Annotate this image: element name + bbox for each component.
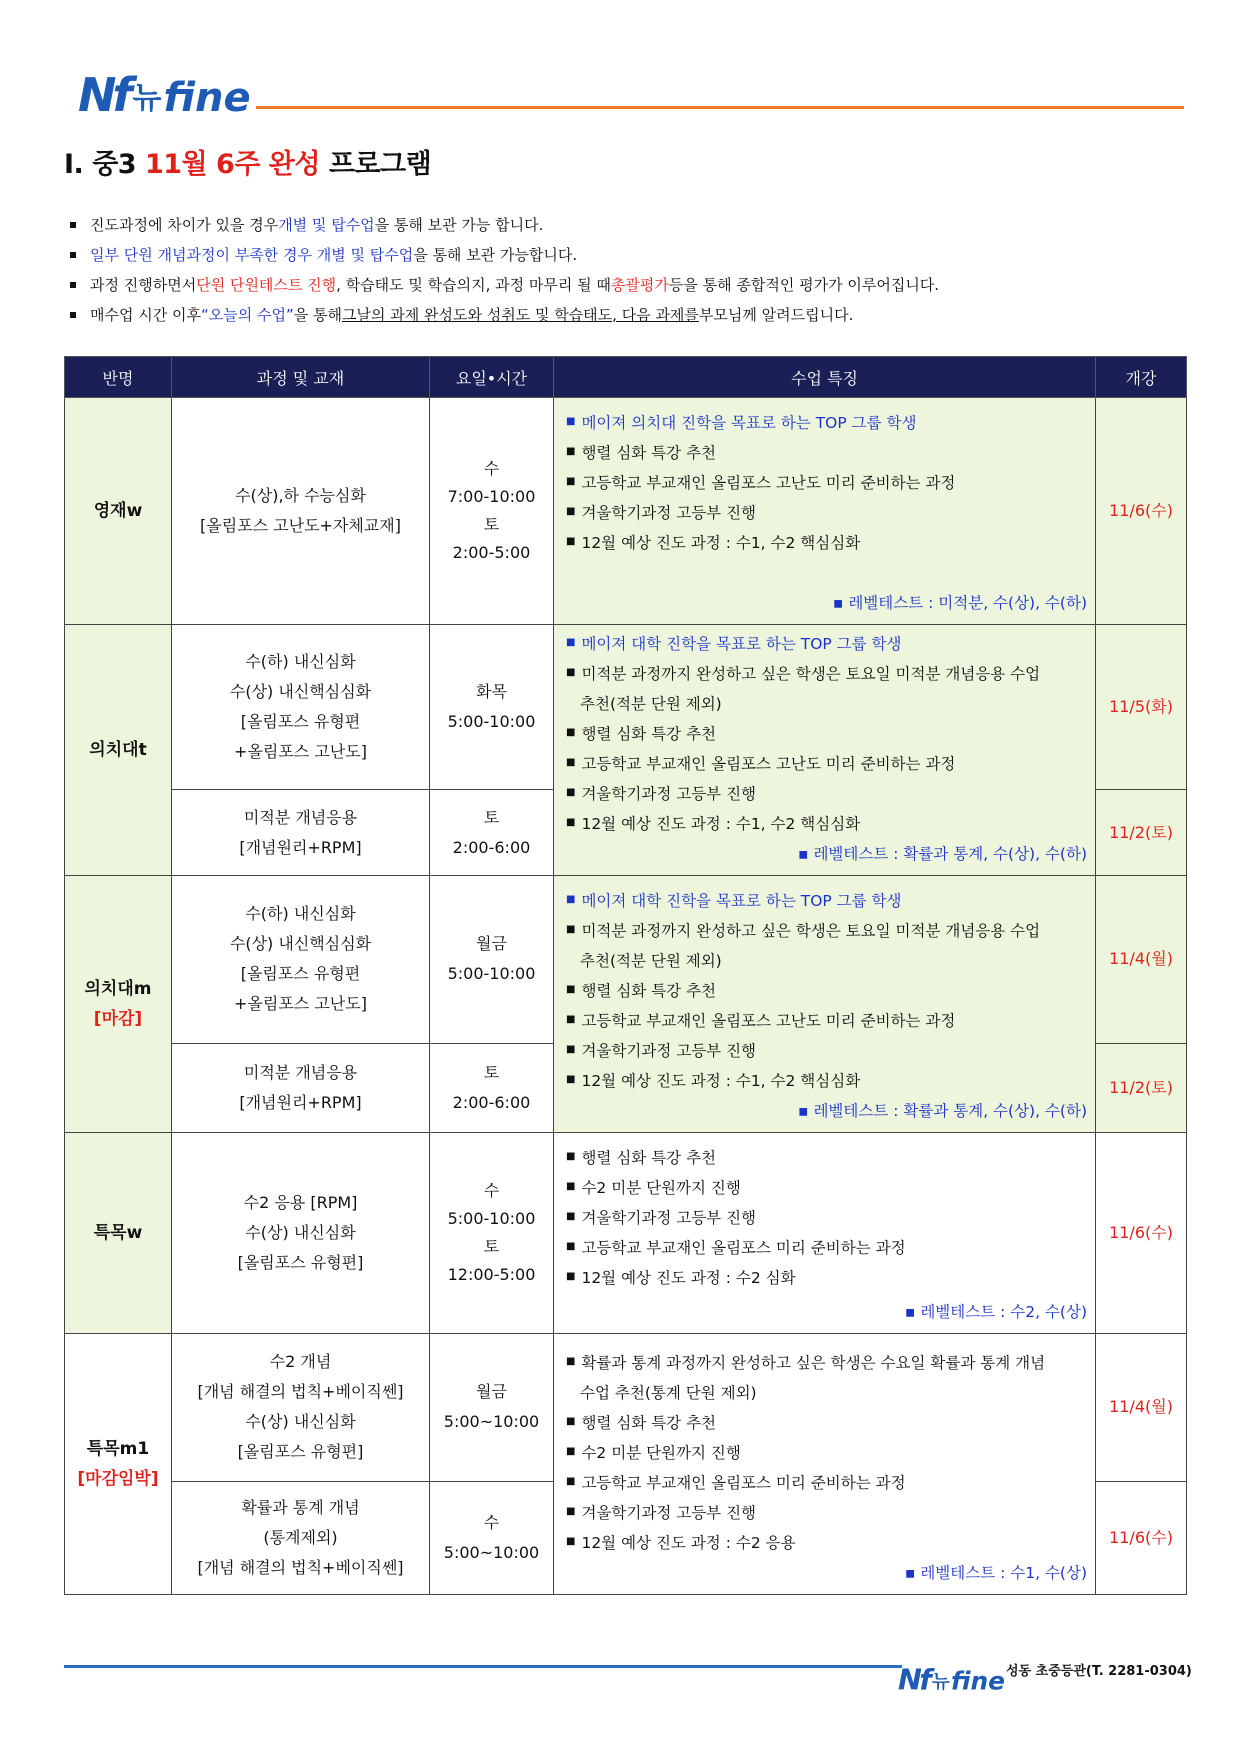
table-row bbox=[65, 398, 1187, 625]
col-header-features: 수업 특징 bbox=[554, 357, 1096, 398]
open-date: 11/2(토) bbox=[1096, 1043, 1187, 1132]
table-row bbox=[65, 1133, 1187, 1334]
open-date: 11/6(수) bbox=[1096, 1133, 1187, 1334]
level-test-note: ▪ 레벨테스트 : 미적분, 수(상), 수(하) bbox=[832, 594, 1087, 612]
feature-item: ■ 행렬 심화 특강 추천 bbox=[566, 1149, 717, 1167]
open-date: 11/2(토) bbox=[1096, 790, 1187, 876]
feature-item: ■ 확률과 통계 과정까지 완성하고 싶은 학생은 수요일 확률과 통계 개념 bbox=[566, 1354, 1046, 1372]
feature-item: ■ 행렬 심화 특강 추천 bbox=[566, 1414, 717, 1432]
course-cell: 수(하) 내신심화 수(상) 내신핵심심화 [올림포스 유형편 +올림포스 고난도] bbox=[172, 876, 430, 1044]
course-cell: 미적분 개념응용 [개념원리+RPM] bbox=[172, 790, 430, 876]
feature-item: ■ 행렬 심화 특강 추천 bbox=[566, 725, 717, 743]
closed-badge: [마감] bbox=[93, 1009, 143, 1029]
footer-logo bbox=[898, 1663, 1006, 1697]
branch-contact: 성동 초중등관(T. 2281-0304) bbox=[1006, 1664, 1192, 1679]
feature-item: ■ 미적분 과정까지 완성하고 싶은 학생은 토요일 미적분 개념응용 수업 bbox=[566, 922, 1041, 940]
table-row bbox=[65, 876, 1187, 1044]
feature-cell: ■ 확률과 통계 과정까지 완성하고 싶은 학생은 수요일 확률과 통계 개념 수업 추천(통계 단원 제외) ■ 행렬 심화 특강 추천 ■ 수2 미분 단원까지 진행 ■ 고등학교 부교재인 올림포스 미리 준비하는 과정 ■ 겨울학기과정 고등부 진행 ■ 12월 예상 진도 과정 : 수2 응용 ▪ 레벨테스트 : 수1, 수(상) bbox=[554, 1334, 1096, 1595]
feature-item: ■ 겨울학기과정 고등부 진행 bbox=[566, 504, 757, 522]
notice-item: 일부 단원 개념과정이 부족한 경우 개별 및 탑수업 을 통해 보관 가능합니다. bbox=[66, 240, 1186, 270]
time-cell: 월금 5:00-10:00 bbox=[430, 876, 554, 1044]
bullet-square-icon bbox=[70, 312, 76, 318]
open-date: 11/4(월) bbox=[1096, 1334, 1187, 1482]
time-cell: 월금 5:00~10:00 bbox=[430, 1334, 554, 1482]
course-cell: 수2 응용 [RPM] 수(상) 내신심화 [올림포스 유형편] bbox=[172, 1133, 430, 1334]
feature-item: ■ 겨울학기과정 고등부 진행 bbox=[566, 1504, 757, 1522]
logo-mark: Nf bbox=[78, 68, 129, 122]
notice-list bbox=[66, 210, 1186, 330]
feature-item: ■ 고등학교 부교재인 올림포스 고난도 미리 준비하는 과정 bbox=[566, 474, 956, 492]
logo-mark: Nf bbox=[898, 1663, 930, 1697]
feature-item: ■ 고등학교 부교재인 올림포스 미리 준비하는 과정 bbox=[566, 1239, 906, 1257]
feature-cell: ■ 메이져 대학 진학을 목표로 하는 TOP 그룹 학생 ■ 미적분 과정까지 완성하고 싶은 학생은 토요일 미적분 개념응용 수업 추천(적분 단원 제외) ■ 행렬 심화 특강 추천 ■ 고등학교 부교재인 올림포스 고난도 미리 준비하는 과정 ■ 겨울학기과정 고등부 진행 ■ 12월 예상 진도 과정 : 수1, 수2 핵심심화 ▪ 레벨테스트 : 확률과 통계, 수(상), 수(하) bbox=[554, 625, 1096, 876]
time-cell: 수 5:00-10:00 토 12:00-5:00 bbox=[430, 1133, 554, 1334]
feature-item: ■ 12월 예상 진도 과정 : 수1, 수2 핵심심화 bbox=[566, 815, 861, 833]
time-cell: 수 7:00-10:00 토 2:00-5:00 bbox=[430, 398, 554, 625]
table-row bbox=[65, 625, 1187, 790]
feature-item: ■ 12월 예상 진도 과정 : 수2 심화 bbox=[566, 1269, 796, 1287]
class-name: 의치대m [마감] bbox=[65, 876, 172, 1133]
class-name: 특목w bbox=[65, 1133, 172, 1334]
header-rule bbox=[256, 106, 1184, 109]
logo-korean: 뉴 bbox=[931, 1671, 950, 1693]
course-cell: 미적분 개념응용 [개념원리+RPM] bbox=[172, 1043, 430, 1132]
bullet-square-icon bbox=[70, 252, 76, 258]
table-row bbox=[65, 1334, 1187, 1482]
feature-item: ■ 12월 예상 진도 과정 : 수2 응용 bbox=[566, 1534, 796, 1552]
course-cell: 수2 개념 [개념 해결의 법칙+베이직쎈] 수(상) 내신심화 [올림포스 유형편] bbox=[172, 1334, 430, 1482]
feature-item: ■ 겨울학기과정 고등부 진행 bbox=[566, 785, 757, 803]
feature-cell: ■ 메이져 대학 진학을 목표로 하는 TOP 그룹 학생 ■ 미적분 과정까지 완성하고 싶은 학생은 토요일 미적분 개념응용 수업 추천(적분 단원 제외) ■ 행렬 심화 특강 추천 ■ 고등학교 부교재인 올림포스 고난도 미리 준비하는 과정 ■ 겨울학기과정 고등부 진행 ■ 12월 예상 진도 과정 : 수1, 수2 핵심심화 ▪ 레벨테스트 : 확률과 통계, 수(상), 수(하) bbox=[554, 876, 1096, 1133]
feature-item: ■ 행렬 심화 특강 추천 bbox=[566, 982, 717, 1000]
level-test-note: ▪ 레벨테스트 : 수2, 수(상) bbox=[904, 1303, 1087, 1321]
open-date: 11/5(화) bbox=[1096, 625, 1187, 790]
feature-item: ■ 12월 예상 진도 과정 : 수1, 수2 핵심심화 bbox=[566, 534, 861, 552]
col-header-class: 반명 bbox=[65, 357, 172, 398]
class-name: 영재w bbox=[65, 398, 172, 625]
open-date: 11/6(수) bbox=[1096, 398, 1187, 625]
class-name: 특목m1 [마감임박] bbox=[65, 1334, 172, 1595]
course-cell: 수(상),하 수능심화 [올림포스 고난도+자체교재] bbox=[172, 398, 430, 625]
feature-item: ■ 행렬 심화 특강 추천 bbox=[566, 444, 717, 462]
logo-english: fine bbox=[951, 1667, 1006, 1696]
feature-item: ■ 메이져 의치대 진학을 목표로 하는 TOP 그룹 학생 bbox=[566, 414, 917, 432]
feature-item: ■ 12월 예상 진도 과정 : 수1, 수2 핵심심화 bbox=[566, 1072, 861, 1090]
open-date: 11/4(월) bbox=[1096, 876, 1187, 1044]
level-test-note: ▪ 레벨테스트 : 수1, 수(상) bbox=[904, 1564, 1087, 1582]
bullet-square-icon bbox=[70, 282, 76, 288]
footer-rule bbox=[64, 1665, 902, 1668]
feature-item: ■ 메이져 대학 진학을 목표로 하는 TOP 그룹 학생 bbox=[566, 892, 902, 910]
feature-item: ■ 고등학교 부교재인 올림포스 고난도 미리 준비하는 과정 bbox=[566, 1012, 956, 1030]
feature-item: ■ 수2 미분 단원까지 진행 bbox=[566, 1444, 741, 1462]
feature-item: ■ 미적분 과정까지 완성하고 싶은 학생은 토요일 미적분 개념응용 수업 bbox=[566, 665, 1041, 683]
level-test-note: ▪ 레벨테스트 : 확률과 통계, 수(상), 수(하) bbox=[798, 1102, 1087, 1120]
bullet-square-icon bbox=[70, 222, 76, 228]
logo-korean: 뉴 bbox=[132, 81, 162, 116]
col-header-time: 요일•시간 bbox=[430, 357, 554, 398]
class-name: 의치대t bbox=[65, 625, 172, 876]
course-cell: 확률과 통계 개념 (통계제외) [개념 해결의 법칙+베이직쎈] bbox=[172, 1481, 430, 1594]
feature-item: ■ 겨울학기과정 고등부 진행 bbox=[566, 1042, 757, 1060]
course-cell: 수(하) 내신심화 수(상) 내신핵심심화 [올림포스 유형편 +올림포스 고난도] bbox=[172, 625, 430, 790]
table-header-row bbox=[65, 357, 1187, 398]
notice-item: 진도과정에 차이가 있을 경우 개별 및 탑수업 을 통해 보관 가능 합니다. bbox=[66, 210, 1186, 240]
col-header-open: 개강 bbox=[1096, 357, 1187, 398]
col-header-course: 과정 및 교재 bbox=[172, 357, 430, 398]
notice-item: 과정 진행하면서 단원 단원테스트 진행 , 학습태도 및 학습의지, 과정 마무리 될 때 총괄평가 등을 통해 종합적인 평가가 이루어집니다. bbox=[66, 270, 1186, 300]
feature-item: ■ 고등학교 부교재인 올림포스 미리 준비하는 과정 bbox=[566, 1474, 906, 1492]
time-cell: 토 2:00-6:00 bbox=[430, 790, 554, 876]
feature-item: ■ 수2 미분 단원까지 진행 bbox=[566, 1179, 741, 1197]
feature-cell bbox=[554, 1133, 1096, 1334]
notice-item: 매수업 시간 이후 “오늘의 수업” 을 통해 그날의 과제 완성도와 성취도 및 학습태도, 다음 과제를 부모님께 알려드립니다. bbox=[66, 300, 1186, 330]
feature-item: ■ 메이져 대학 진학을 목표로 하는 TOP 그룹 학생 bbox=[566, 635, 902, 653]
brand-logo bbox=[78, 68, 251, 122]
feature-cell bbox=[554, 398, 1096, 625]
time-cell: 토 2:00-6:00 bbox=[430, 1043, 554, 1132]
feature-item: ■ 겨울학기과정 고등부 진행 bbox=[566, 1209, 757, 1227]
schedule-table bbox=[64, 356, 1187, 1595]
logo-english: fine bbox=[163, 75, 251, 121]
feature-item: ■ 고등학교 부교재인 올림포스 고난도 미리 준비하는 과정 bbox=[566, 755, 956, 773]
time-cell: 화목 5:00-10:00 bbox=[430, 625, 554, 790]
closing-soon-badge: [마감임박] bbox=[77, 1469, 159, 1489]
level-test-note: ▪ 레벨테스트 : 확률과 통계, 수(상), 수(하) bbox=[798, 845, 1087, 863]
time-cell: 수 5:00~10:00 bbox=[430, 1481, 554, 1594]
open-date: 11/6(수) bbox=[1096, 1481, 1187, 1594]
page-title: Ⅰ. 중3 11월 6주 완성 프로그램 bbox=[64, 149, 432, 180]
